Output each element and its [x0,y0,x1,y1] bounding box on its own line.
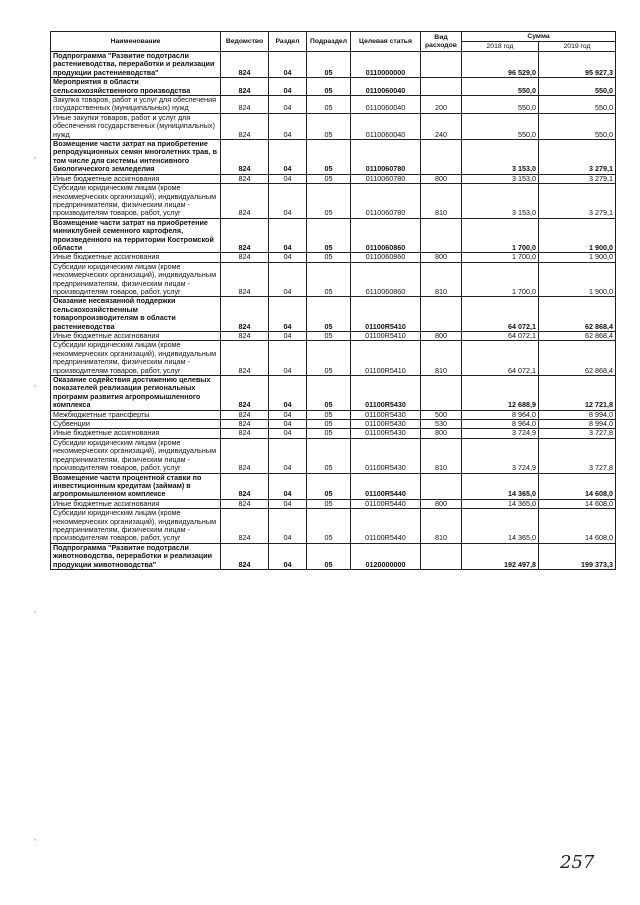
row-name: Иные бюджетные ассигнования [51,332,221,341]
row-name: Иные бюджетные ассигнования [51,174,221,183]
row-section: 04 [269,174,307,183]
row-name: Оказание несвязанной поддержки сельскохозяйственным товаропроизводителям в области растениеводства [51,297,221,332]
header-exp-type: Вид расходов [421,32,462,52]
header-year-2019: 2019 год [539,42,616,52]
row-sum-2018: 96 529,0 [462,52,539,78]
row-target: 01100R5430 [351,410,421,419]
row-section: 04 [269,473,307,499]
table-row [51,52,616,78]
row-exp-type: 800 [421,332,462,341]
row-section: 04 [269,140,307,175]
row-target: 0110060860 [351,218,421,253]
row-sum-2018: 3 724,9 [462,429,539,438]
row-dept: 824 [221,509,269,544]
row-dept: 824 [221,341,269,376]
table-row [51,184,616,219]
table-body [51,52,616,570]
row-sum-2018: 8 964,0 [462,410,539,419]
row-dept: 824 [221,297,269,332]
header-name: Наименование [51,32,221,52]
table-row [51,332,616,341]
row-exp-type: 800 [421,429,462,438]
row-subsection: 05 [307,78,351,96]
row-subsection: 05 [307,410,351,419]
table-row [51,420,616,429]
row-exp-type: 810 [421,341,462,376]
row-section: 04 [269,429,307,438]
row-target: 01100R5430 [351,429,421,438]
row-target: 01100R5430 [351,376,421,411]
row-sum-2019: 8 994,0 [539,420,616,429]
row-section: 04 [269,499,307,508]
row-sum-2018: 12 688,9 [462,376,539,411]
row-sum-2018: 14 365,0 [462,509,539,544]
table-row [51,140,616,175]
row-exp-type: 500 [421,410,462,419]
row-section: 04 [269,341,307,376]
row-name: Мероприятия в области сельскохозяйственного производства [51,78,221,96]
row-section: 04 [269,297,307,332]
table-row [51,410,616,419]
row-sum-2019: 3 279,1 [539,184,616,219]
margin-mark: ˎ [34,378,37,387]
row-sum-2019: 3 279,1 [539,174,616,183]
row-dept: 824 [221,52,269,78]
row-subsection: 05 [307,473,351,499]
budget-table [50,31,616,570]
row-exp-type: 800 [421,253,462,262]
row-target: 0110060780 [351,184,421,219]
row-sum-2019: 14 608,0 [539,509,616,544]
row-name: Иные бюджетные ассигнования [51,499,221,508]
row-subsection: 05 [307,52,351,78]
row-sum-2019: 1 900,0 [539,218,616,253]
margin-mark: ˎ [34,832,37,841]
row-subsection: 05 [307,253,351,262]
row-section: 04 [269,78,307,96]
row-dept: 824 [221,78,269,96]
row-sum-2018: 3 153,0 [462,184,539,219]
row-exp-type: 810 [421,438,462,473]
row-section: 04 [269,184,307,219]
row-sum-2019: 550,0 [539,113,616,139]
row-subsection: 05 [307,140,351,175]
row-subsection: 05 [307,218,351,253]
row-section: 04 [269,332,307,341]
row-target: 0110060860 [351,262,421,297]
row-sum-2019: 1 900,0 [539,253,616,262]
row-sum-2019: 199 373,3 [539,543,616,569]
row-exp-type [421,78,462,96]
row-sum-2019: 62 868,4 [539,297,616,332]
row-subsection: 05 [307,341,351,376]
row-section: 04 [269,438,307,473]
row-exp-type [421,52,462,78]
row-section: 04 [269,253,307,262]
header-section: Раздел [269,32,307,52]
row-exp-type: 200 [421,96,462,114]
row-section: 04 [269,52,307,78]
page-number: 257 [560,852,595,873]
row-target: 01100R5410 [351,297,421,332]
row-sum-2018: 64 072,1 [462,341,539,376]
margin-mark: ˎ [34,150,37,159]
row-sum-2019: 1 900,0 [539,262,616,297]
row-target: 01100R5440 [351,473,421,499]
header-subsection: Подраздел [307,32,351,52]
table-row [51,429,616,438]
table-row [51,543,616,569]
row-target: 01100R5430 [351,420,421,429]
table-row [51,253,616,262]
row-target: 0120000000 [351,543,421,569]
row-exp-type: 530 [421,420,462,429]
row-target: 0110060040 [351,96,421,114]
table-row [51,96,616,114]
row-sum-2019: 550,0 [539,78,616,96]
row-subsection: 05 [307,262,351,297]
row-sum-2019: 8 994,0 [539,410,616,419]
row-sum-2019: 14 608,0 [539,499,616,508]
row-dept: 824 [221,262,269,297]
row-name: Закупка товаров, работ и услуг для обеспечения государственных (муниципальных) нужд [51,96,221,114]
row-name: Оказание содействия достижению целевых показателей реализации региональных программ развития агропромышленного комплекса [51,376,221,411]
row-sum-2018: 64 072,1 [462,297,539,332]
row-exp-type: 810 [421,262,462,297]
row-sum-2018: 3 724,9 [462,438,539,473]
row-sum-2018: 3 153,0 [462,174,539,183]
row-dept: 824 [221,253,269,262]
row-sum-2019: 95 927,3 [539,52,616,78]
row-dept: 824 [221,332,269,341]
row-section: 04 [269,420,307,429]
row-dept: 824 [221,473,269,499]
row-name: Субсидии юридическим лицам (кроме некоммерческих организаций), индивидуальным предпринимателям, физическим лицам - производителям товаров, работ, услуг [51,341,221,376]
row-sum-2019: 550,0 [539,96,616,114]
row-subsection: 05 [307,420,351,429]
row-section: 04 [269,96,307,114]
row-subsection: 05 [307,499,351,508]
row-dept: 824 [221,420,269,429]
table-row [51,113,616,139]
table-row [51,297,616,332]
row-dept: 824 [221,113,269,139]
row-name: Субсидии юридическим лицам (кроме некоммерческих организаций), индивидуальным предпринимателям, физическим лицам - производителям товаров, работ, услуг [51,509,221,544]
row-name: Возмещение части затрат на приобретение репродукционных семян многолетних трав, в том числе для системы интенсивного биологического земледелия [51,140,221,175]
row-exp-type [421,140,462,175]
row-subsection: 05 [307,429,351,438]
row-sum-2019: 12 721,8 [539,376,616,411]
row-name: Возмещение части затрат на приобретение миниклубней семенного картофеля, произведенного на территории Костромской области [51,218,221,253]
row-dept: 824 [221,499,269,508]
row-target: 01100R5410 [351,341,421,376]
row-target: 01100R5440 [351,509,421,544]
table-row [51,499,616,508]
table-row [51,473,616,499]
row-sum-2018: 8 964,0 [462,420,539,429]
row-target: 0110060780 [351,140,421,175]
header-target: Целевая статья [351,32,421,52]
row-target: 0110060040 [351,113,421,139]
row-sum-2018: 550,0 [462,96,539,114]
row-name: Иные закупки товаров, работ и услуг для обеспечения государственных (муниципальных) нужд [51,113,221,139]
table-row [51,78,616,96]
row-subsection: 05 [307,113,351,139]
row-subsection: 05 [307,297,351,332]
row-dept: 824 [221,96,269,114]
row-sum-2018: 550,0 [462,113,539,139]
row-dept: 824 [221,218,269,253]
table-row [51,376,616,411]
row-subsection: 05 [307,184,351,219]
row-target: 0110060860 [351,253,421,262]
row-dept: 824 [221,140,269,175]
row-sum-2018: 14 365,0 [462,473,539,499]
row-sum-2018: 3 153,0 [462,140,539,175]
row-section: 04 [269,410,307,419]
row-sum-2018: 64 072,1 [462,332,539,341]
row-section: 04 [269,218,307,253]
row-sum-2018: 1 700,0 [462,262,539,297]
row-section: 04 [269,376,307,411]
row-sum-2018: 192 497,8 [462,543,539,569]
row-sum-2018: 14 365,0 [462,499,539,508]
row-target: 0110060040 [351,78,421,96]
row-subsection: 05 [307,332,351,341]
header-dept: Ведомство [221,32,269,52]
row-sum-2019: 62 868,4 [539,341,616,376]
row-name: Иные бюджетные ассигнования [51,253,221,262]
row-dept: 824 [221,429,269,438]
row-name: Подпрограмма "Развитие подотрасли растениеводства, переработки и реализации продукции растениеводства" [51,52,221,78]
row-target: 01100R5410 [351,332,421,341]
row-subsection: 05 [307,376,351,411]
row-sum-2019: 3 279,1 [539,140,616,175]
row-name: Подпрограмма "Развитие подотрасли животноводства, переработки и реализации продукции животноводства" [51,543,221,569]
table-row [51,509,616,544]
table-row [51,262,616,297]
row-sum-2018: 550,0 [462,78,539,96]
row-exp-type: 810 [421,509,462,544]
row-dept: 824 [221,376,269,411]
margin-mark: ˎ [34,604,37,613]
row-exp-type: 240 [421,113,462,139]
row-exp-type: 810 [421,184,462,219]
row-target: 01100R5430 [351,438,421,473]
row-exp-type [421,297,462,332]
row-sum-2019: 14 608,0 [539,473,616,499]
row-name: Субсидии юридическим лицам (кроме некоммерческих организаций), индивидуальным предпринимателям, физическим лицам - производителям товаров, работ, услуг [51,262,221,297]
row-dept: 824 [221,438,269,473]
row-subsection: 05 [307,96,351,114]
row-target: 01100R5440 [351,499,421,508]
row-subsection: 05 [307,543,351,569]
row-section: 04 [269,509,307,544]
row-name: Субсидии юридическим лицам (кроме некоммерческих организаций), индивидуальным предпринимателям, физическим лицам - производителям товаров, работ, услуг [51,184,221,219]
row-exp-type [421,543,462,569]
row-exp-type [421,376,462,411]
row-dept: 824 [221,184,269,219]
row-section: 04 [269,543,307,569]
row-sum-2018: 1 700,0 [462,218,539,253]
row-sum-2018: 1 700,0 [462,253,539,262]
header-year-2018: 2018 год [462,42,539,52]
row-exp-type: 800 [421,499,462,508]
table-row [51,174,616,183]
row-exp-type: 800 [421,174,462,183]
row-name: Межбюджетные трансферты [51,410,221,419]
row-name: Субсидии юридическим лицам (кроме некоммерческих организаций), индивидуальным предпринимателям, физическим лицам - производителям товаров, работ, услуг [51,438,221,473]
row-name: Возмещение части процентной ставки по инвестиционным кредитам (займам) в агропромышленном комплексе [51,473,221,499]
row-sum-2019: 3 727,8 [539,429,616,438]
row-dept: 824 [221,174,269,183]
row-name: Иные бюджетные ассигнования [51,429,221,438]
row-exp-type [421,473,462,499]
row-subsection: 05 [307,438,351,473]
row-target: 0110000000 [351,52,421,78]
row-sum-2019: 3 727,8 [539,438,616,473]
row-dept: 824 [221,410,269,419]
row-exp-type [421,218,462,253]
row-dept: 824 [221,543,269,569]
row-sum-2019: 62 868,4 [539,332,616,341]
row-subsection: 05 [307,509,351,544]
row-section: 04 [269,113,307,139]
row-name: Субвенции [51,420,221,429]
row-subsection: 05 [307,174,351,183]
row-target: 0110060780 [351,174,421,183]
table-row [51,438,616,473]
table-row [51,341,616,376]
table-row [51,218,616,253]
header-sum: Сумма [462,32,616,42]
row-section: 04 [269,262,307,297]
